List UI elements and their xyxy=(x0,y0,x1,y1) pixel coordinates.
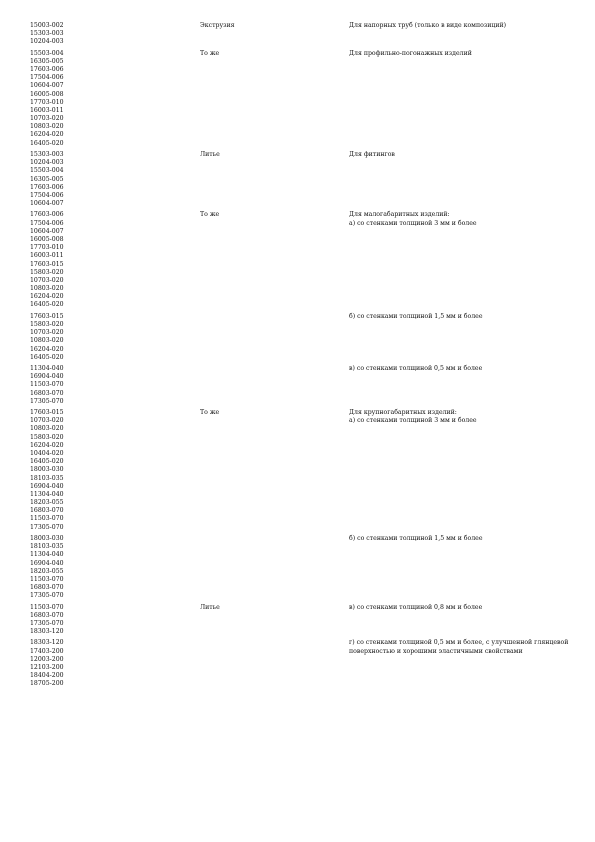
grade-code: 16204-020 xyxy=(30,131,64,139)
application-text: в) со стенками толщиной 0,5 мм и более xyxy=(349,365,483,372)
processing-method: То же xyxy=(200,49,220,57)
application-description xyxy=(349,639,574,655)
application-description xyxy=(349,211,574,227)
grade-code: 18203-055 xyxy=(30,567,64,575)
grade-code: 10703-020 xyxy=(30,276,64,284)
grade-code: 15803-020 xyxy=(30,320,64,328)
grade-code: 18003-030 xyxy=(30,535,64,542)
grade-code: 16204-020 xyxy=(30,441,64,449)
grade-code: 16005-008 xyxy=(30,90,64,98)
grade-code: 17703-010 xyxy=(30,98,64,106)
application-text: Для напорных труб (только в виде композиций) xyxy=(349,22,506,29)
grade-code: 11503-070 xyxy=(30,575,64,583)
application-description xyxy=(349,313,574,321)
grade-code-list xyxy=(30,409,190,532)
grade-code: 16803-070 xyxy=(30,611,64,619)
grade-code: 17305-070 xyxy=(30,523,64,531)
grade-code: 18303-120 xyxy=(30,639,64,647)
application-text: б) со стенками толщиной 1,5 мм и более xyxy=(349,312,483,320)
application-description xyxy=(349,535,574,543)
grade-code: 16204-020 xyxy=(30,293,64,301)
grade-code-list xyxy=(30,365,190,406)
grade-code: 18705-200 xyxy=(30,680,64,688)
grade-code: 10803-020 xyxy=(30,425,64,433)
application-text: Для малогабаритных изделий: xyxy=(349,211,450,219)
application-description xyxy=(349,409,574,425)
grade-code: 15803-020 xyxy=(30,268,64,276)
grade-code: 11304-040 xyxy=(30,551,64,559)
grade-code: 10604-007 xyxy=(30,227,64,235)
grade-code: 10604-007 xyxy=(30,82,64,90)
grade-code: 17603-006 xyxy=(30,183,64,191)
grade-code: 17703-010 xyxy=(30,244,64,252)
grade-code: 11503-070 xyxy=(30,603,64,611)
grade-code: 10604-007 xyxy=(30,200,64,208)
grade-code: 16405-020 xyxy=(30,139,64,147)
grade-code: 18404-200 xyxy=(30,672,64,680)
application-description xyxy=(349,365,574,373)
grade-code-list xyxy=(30,151,190,208)
grade-code: 12103-200 xyxy=(30,663,64,671)
processing-method: Литье xyxy=(200,151,220,158)
grade-code-list xyxy=(30,50,190,148)
grade-code: 17305-070 xyxy=(30,619,64,627)
grade-code: 10803-020 xyxy=(30,123,64,131)
grade-code: 10803-020 xyxy=(30,337,64,345)
grade-code: 17603-006 xyxy=(30,211,64,219)
grade-code: 10703-020 xyxy=(30,417,64,425)
grade-code-list xyxy=(30,22,190,47)
grade-code: 11503-070 xyxy=(30,515,64,523)
application-description xyxy=(349,50,574,58)
grade-code-list xyxy=(30,535,190,601)
grade-code: 10703-020 xyxy=(30,329,64,337)
grade-code: 17403-200 xyxy=(30,647,64,655)
grade-code: 15003-002 xyxy=(30,22,64,29)
application-text: а) со стенками толщиной 3 мм и более xyxy=(349,417,477,425)
application-text: Для фитингов xyxy=(349,151,395,158)
grade-code: 15303-003 xyxy=(30,30,64,38)
processing-method xyxy=(200,639,340,647)
grade-code: 16405-020 xyxy=(30,301,64,309)
grade-code: 18303-120 xyxy=(30,628,64,636)
grade-code: 18203-055 xyxy=(30,499,64,507)
grade-code: 16305-005 xyxy=(30,57,64,65)
processing-method xyxy=(200,313,340,321)
grade-code-list xyxy=(30,211,190,309)
grade-code: 16904-040 xyxy=(30,373,64,381)
grade-code: 16305-005 xyxy=(30,175,64,183)
application-text: а) со стенками толщиной 3 мм и более xyxy=(349,219,477,227)
grade-code: 17603-015 xyxy=(30,409,64,416)
processing-method xyxy=(200,535,340,543)
application-text: г) со стенками толщиной 0,5 мм и более, с улучшенной глянцевой поверхностью и хорошими эластичными свойствами xyxy=(349,639,569,655)
processing-method: То же xyxy=(200,211,220,219)
grade-code: 16003-011 xyxy=(30,252,64,260)
grade-code-list xyxy=(30,604,190,637)
grade-code: 18003-030 xyxy=(30,466,64,474)
application-text: в) со стенками толщиной 0,8 мм и более xyxy=(349,603,483,611)
grade-code: 15803-020 xyxy=(30,433,64,441)
grade-code: 17305-070 xyxy=(30,397,64,405)
application-description xyxy=(349,604,574,612)
processing-method: То же xyxy=(200,409,220,416)
grade-code: 11503-070 xyxy=(30,381,64,389)
grade-code-list xyxy=(30,639,190,688)
grade-code: 11304-040 xyxy=(30,490,64,498)
grade-code: 15503-004 xyxy=(30,167,64,175)
grade-code: 16803-070 xyxy=(30,389,64,397)
grade-code: 10204-003 xyxy=(30,159,64,167)
processing-method: Литье xyxy=(200,603,220,611)
grade-code: 12003-200 xyxy=(30,655,64,663)
grade-code: 16803-070 xyxy=(30,507,64,515)
grade-code: 10204-003 xyxy=(30,38,64,46)
grade-code: 17504-006 xyxy=(30,219,64,227)
application-text: Для профильно-погонажных изделий xyxy=(349,49,472,57)
grade-code: 16803-070 xyxy=(30,584,64,592)
grade-code-list xyxy=(30,313,190,362)
grade-code: 15503-004 xyxy=(30,49,64,57)
grade-code: 16405-020 xyxy=(30,353,64,361)
application-text: б) со стенками толщиной 1,5 мм и более xyxy=(349,535,483,542)
grade-code: 10404-020 xyxy=(30,449,64,457)
grade-code: 16904-040 xyxy=(30,559,64,567)
grade-code: 16005-008 xyxy=(30,235,64,243)
grade-code: 15303-003 xyxy=(30,151,64,158)
application-text: Для крупногабаритных изделий: xyxy=(349,409,457,416)
grade-code: 17603-006 xyxy=(30,65,64,73)
grade-code: 18103-035 xyxy=(30,543,64,551)
grade-code: 11304-040 xyxy=(30,365,64,372)
grade-code: 16204-020 xyxy=(30,345,64,353)
grade-code: 17504-006 xyxy=(30,191,64,199)
grade-code: 17305-070 xyxy=(30,592,64,600)
processing-method: Экструзия xyxy=(200,22,235,29)
grade-code: 17504-006 xyxy=(30,74,64,82)
grade-code: 10703-020 xyxy=(30,115,64,123)
grade-code: 18103-035 xyxy=(30,474,64,482)
grade-code: 17603-015 xyxy=(30,312,64,320)
grade-code: 16904-040 xyxy=(30,482,64,490)
application-description xyxy=(349,151,574,159)
processing-method xyxy=(200,365,340,373)
grade-code: 16003-011 xyxy=(30,106,64,114)
grade-code: 16405-020 xyxy=(30,458,64,466)
application-description xyxy=(349,22,574,30)
grade-code: 10803-020 xyxy=(30,285,64,293)
grade-code: 17603-015 xyxy=(30,260,64,268)
